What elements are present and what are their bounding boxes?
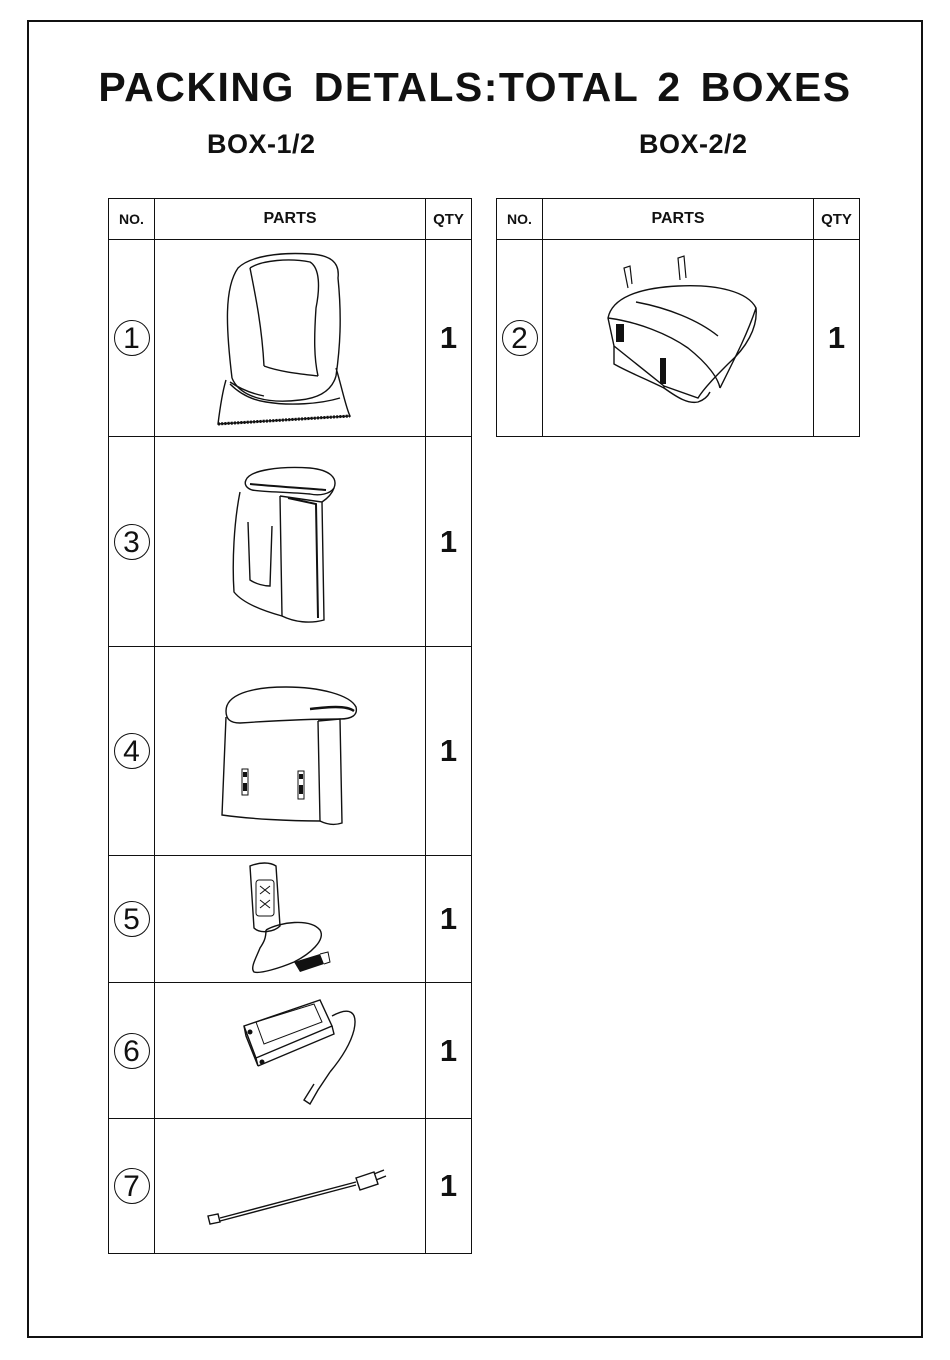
table-row — [109, 983, 472, 1119]
item-number: 4 — [114, 733, 150, 769]
table-row — [109, 647, 472, 856]
quantity-cell: 1 — [426, 1119, 472, 1254]
table-row — [109, 240, 472, 437]
part-image-cell — [155, 240, 426, 437]
part-image-cell — [155, 437, 426, 647]
quantity-cell: 1 — [426, 437, 472, 647]
item-number: 3 — [114, 524, 150, 560]
part-image-cell — [543, 240, 814, 437]
table-row — [109, 1119, 472, 1254]
armrest-right-illustration — [190, 661, 390, 841]
header-no: NO. — [109, 199, 155, 240]
box-2-label: BOX-2/2 — [639, 129, 748, 159]
item-number-cell — [109, 1119, 155, 1254]
seat-cushion-illustration — [568, 248, 788, 428]
table-header-row — [497, 199, 860, 240]
header-parts: PARTS — [155, 199, 426, 240]
quantity-cell: 1 — [426, 240, 472, 437]
power-cord-illustration — [170, 1126, 410, 1246]
item-number-cell — [109, 856, 155, 983]
item-number-cell — [109, 437, 155, 647]
power-adapter-illustration — [190, 986, 390, 1116]
page-title: PACKING DETALS:TOTAL 2 BOXES — [98, 64, 852, 110]
part-image-cell — [155, 856, 426, 983]
header-parts: PARTS — [543, 199, 814, 240]
part-image-cell — [155, 1119, 426, 1254]
item-number: 7 — [114, 1168, 150, 1204]
hand-control-illustration — [190, 858, 390, 980]
table-header-row — [109, 199, 472, 240]
quantity-cell: 1 — [814, 240, 860, 437]
part-image-cell — [155, 647, 426, 856]
header-qty: QTY — [814, 199, 860, 240]
table-row — [109, 437, 472, 647]
item-number-cell — [497, 240, 543, 437]
header-no: NO. — [497, 199, 543, 240]
table-row — [497, 240, 860, 437]
quantity-cell: 1 — [426, 647, 472, 856]
item-number-cell — [109, 647, 155, 856]
item-number: 2 — [502, 320, 538, 356]
item-number: 5 — [114, 901, 150, 937]
item-number-cell — [109, 240, 155, 437]
header-qty: QTY — [426, 199, 472, 240]
quantity-cell: 1 — [426, 983, 472, 1119]
quantity-cell: 1 — [426, 856, 472, 983]
item-number: 6 — [114, 1033, 150, 1069]
armrest-left-illustration — [190, 452, 390, 632]
table-row — [109, 856, 472, 983]
box-2-table — [496, 198, 860, 437]
box-1-table — [108, 198, 472, 1254]
box-1-label: BOX-1/2 — [207, 129, 316, 159]
backrest-cushion-illustration — [190, 248, 390, 428]
part-image-cell — [155, 983, 426, 1119]
item-number: 1 — [114, 320, 150, 356]
item-number-cell — [109, 983, 155, 1119]
